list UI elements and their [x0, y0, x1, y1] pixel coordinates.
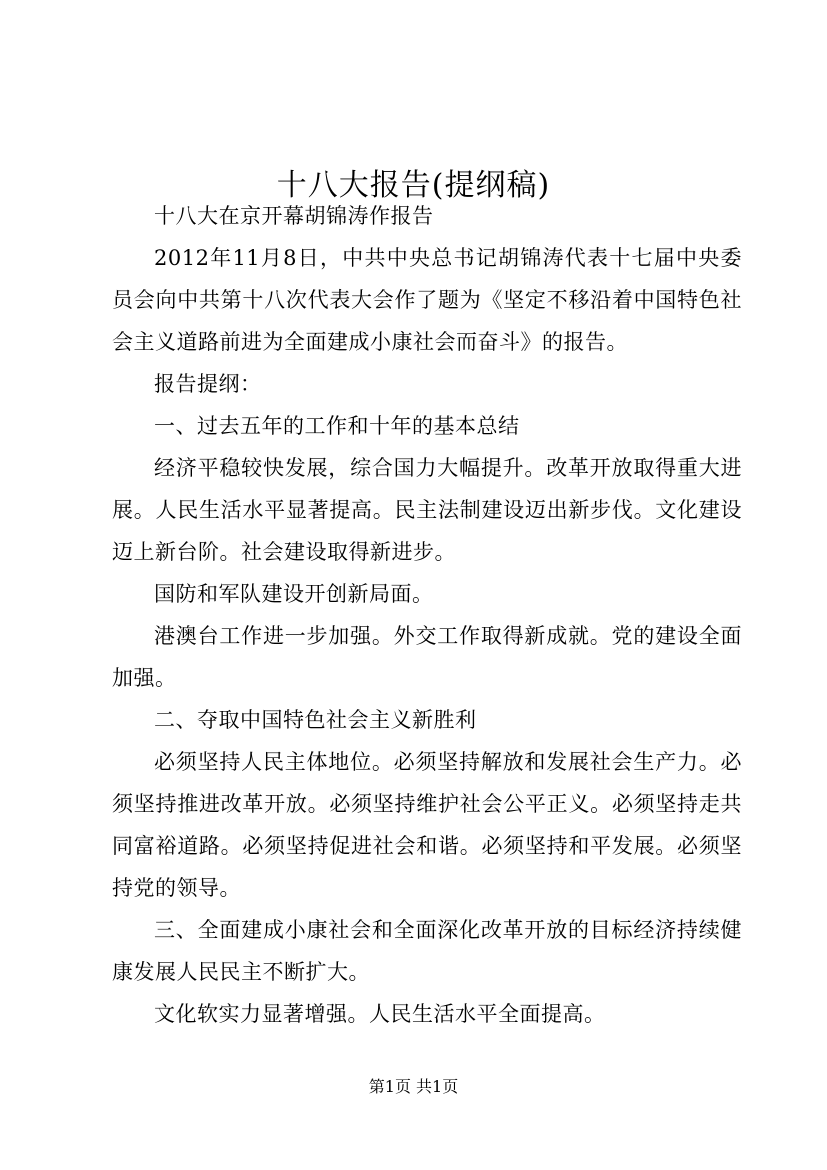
paragraph-defense: 国防和军队建设开创新局面。 — [154, 582, 434, 606]
paragraph-principles: 必须坚持人民主体地位。必须坚持解放和发展社会生产力。必须坚持推进改革开放。必须坚持维护社会公平正义。必须坚持走共同富裕道路。必须坚持促进社会和谐。必须坚持和平发展。必须坚持党的领导。 — [112, 750, 742, 900]
document-title: 十八大报告(提纲稿) — [276, 168, 551, 204]
paragraph-headline: 十八大在京开幕胡锦涛作报告 — [154, 204, 434, 228]
paragraph-intro: 2012年11月8日，中共中央总书记胡锦涛代表十七届中央委员会向中共第十八次代表大会作了题为《坚定不移沿着中国特色社会主义道路前进为全面建成小康社会而奋斗》的报告。 — [112, 246, 742, 354]
paragraph-achievements: 经济平稳较快发展，综合国力大幅提升。改革开放取得重大进展。人民生活水平显著提高。民主法制建设迈出新步伐。文化建设迈上新台阶。社会建设取得新进步。 — [112, 456, 742, 564]
section-heading-1: 一、过去五年的工作和十年的基本总结 — [154, 414, 520, 438]
document-body — [112, 195, 742, 1035]
paragraph-outline-label: 报告提纲： — [154, 372, 262, 396]
paragraph-foreign-affairs: 港澳台工作进一步加强。外交工作取得新成就。党的建设全面加强。 — [112, 624, 742, 690]
section-heading-2: 二、夺取中国特色社会主义新胜利 — [154, 708, 477, 732]
paragraph-culture: 文化软实力显著增强。人民生活水平全面提高。 — [154, 1002, 606, 1026]
section-heading-3: 三、全面建成小康社会和全面深化改革开放的目标经济持续健康发展人民民主不断扩大。 — [112, 918, 742, 984]
page-footer: 第1页 共1页 — [368, 1077, 459, 1096]
